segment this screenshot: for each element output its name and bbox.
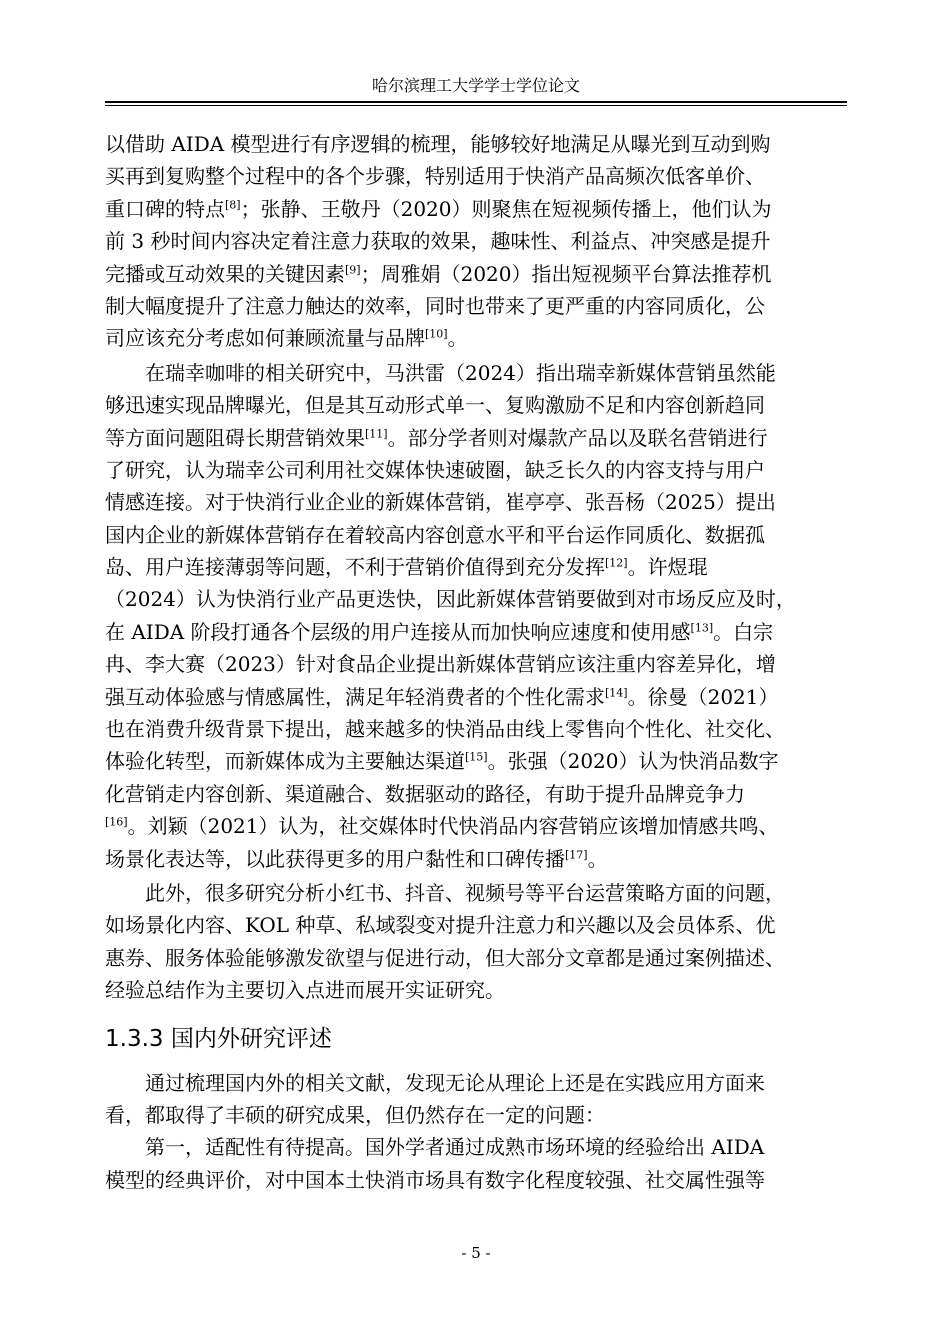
citation-marker: [17] — [565, 847, 588, 861]
text-line: 强互动体验感与情感属性，满足年轻消费者的个性化需求[14]。徐曼（2021） — [105, 684, 779, 709]
citation-marker: [16] — [105, 815, 128, 829]
citation-marker: [15] — [465, 750, 488, 764]
text-line: 国内企业的新媒体营销存在着较高内容创意水平和平台运作同质化、数据孤 — [105, 522, 765, 547]
text-line: 岛、用户连接薄弱等问题，不利于营销价值得到充分发挥[12]。许煜琨 — [105, 555, 708, 580]
citation-marker: [11] — [365, 426, 388, 440]
text-line: 了研究，认为瑞幸公司利用社交媒体快速破圈，缺乏长久的内容支持与用户 — [105, 457, 765, 482]
section-number: 1.3.3 — [105, 1025, 164, 1052]
citation-marker: [12] — [605, 556, 628, 570]
text-line: 等方面问题阻碍长期营销效果[11]。部分学者则对爆款产品以及联名营销进行 — [105, 425, 768, 450]
paragraph-1 — [105, 128, 847, 355]
text-line: 冉、李大赛（2023）针对食品企业提出新媒体营销应该注重内容差异化，增 — [105, 652, 776, 677]
paragraph-5 — [105, 1131, 847, 1196]
text-line: （2024）认为快消行业产品更迭快，因此新媒体营销要做到对市场反应及时， — [105, 587, 796, 612]
citation-marker: [13] — [690, 621, 714, 635]
text-line: 买再到复购整个过程中的各个步骤，特别适用于快消产品高频次低客单价、 — [105, 164, 765, 189]
text-line: 场景化表达等，以此获得更多的用户黏性和口碑传播[17]。 — [105, 846, 608, 871]
text-line: 看，都取得了丰硕的研究成果，但仍然存在一定的问题： — [105, 1102, 605, 1127]
page-number: - 5 - — [461, 1244, 491, 1262]
text-line: 如场景化内容、KOL 种草、私域裂变对提升注意力和兴趣以及会员体系、优 — [105, 913, 776, 938]
citation-marker: [8] — [225, 198, 241, 212]
text-line: 情感连接。对于快消行业企业的新媒体营销，崔亭亭、张吾杨（2025）提出 — [105, 490, 776, 515]
section-title: 国内外研究评述 — [170, 1025, 332, 1052]
text-line: 体验化转型，而新媒体成为主要触达渠道[15]。张强（2020）认为快消品数字 — [105, 749, 779, 774]
citation-marker: [10] — [425, 327, 448, 341]
citation-marker: [9] — [345, 262, 361, 276]
main-text — [105, 128, 847, 1196]
paragraph-4 — [105, 1067, 847, 1132]
text-line: 前 3 秒时间内容决定着注意力获取的效果，趣味性、利益点、冲突感是提升 — [105, 229, 771, 254]
paragraph-3 — [105, 877, 847, 1007]
paragraph-2 — [105, 357, 847, 875]
text-line: 惠券、服务体验能够激发欲望与促进行动，但大部分文章都是通过案例描述、 — [105, 945, 785, 970]
section-heading — [105, 1023, 847, 1055]
text-line: 模型的经典评价，对中国本土快消市场具有数字化程度较强、社交属性强等 — [105, 1167, 765, 1192]
text-line: 制大幅度提升了注意力触达的效率，同时也带来了更严重的内容同质化，公 — [105, 293, 765, 318]
text-line: 够迅速实现品牌曝光，但是其互动形式单一、复购激励不足和内容创新趋同 — [105, 393, 765, 418]
text-line: 此外，很多研究分析小红书、抖音、视频号等平台运营策略方面的问题， — [145, 880, 785, 905]
text-line: 通过梳理国内外的相关文献，发现无论从理论上还是在实践应用方面来 — [145, 1070, 765, 1095]
text-line: 司应该充分考虑如何兼顾流量与品牌[10]。 — [105, 326, 468, 351]
text-line: 第一，适配性有待提高。国外学者通过成熟市场环境的经验给出 AIDA — [145, 1135, 765, 1160]
text-line: 在 AIDA 阶段打通各个层级的用户连接从而加快响应速度和使用感[13]。白宗 — [105, 619, 774, 644]
running-header: 哈尔滨理工大学学士学位论文 — [371, 76, 580, 95]
text-line: 化营销走内容创新、渠道融合、数据驱动的路径，有助于提升品牌竞争力 — [105, 781, 745, 806]
text-line: 完播或互动效果的关键因素[9]；周雅娟（2020）指出短视频平台算法推荐机 — [105, 261, 772, 286]
text-line: 也在消费升级背景下提出，越来越多的快消品由线上零售向个性化、社交化、 — [105, 717, 785, 742]
header-rule-thin — [105, 105, 847, 106]
text-line: 重口碑的特点[8]；张静、王敬丹（2020）则聚焦在短视频传播上，他们认为 — [105, 196, 772, 221]
text-line: 在瑞幸咖啡的相关研究中，马洪雷（2024）指出瑞幸新媒体营销虽然能 — [145, 360, 776, 385]
text-line: 经验总结作为主要切入点进而展开实证研究。 — [105, 978, 505, 1003]
citation-marker: [14] — [605, 685, 628, 699]
header-rule — [105, 101, 847, 103]
text-line: [16]。刘颖（2021）认为，社交媒体时代快消品内容营销应该增加情感共鸣、 — [105, 814, 779, 839]
text-line: 以借助 AIDA 模型进行有序逻辑的梳理，能够较好地满足从曝光到互动到购 — [105, 132, 771, 156]
